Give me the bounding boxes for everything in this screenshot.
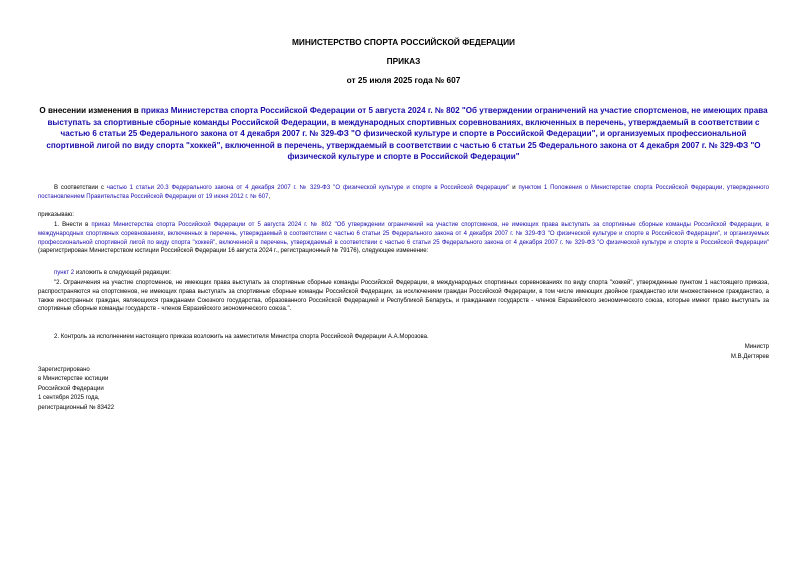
ministry-regulation-link[interactable]: пунктом 1 Положения о Министерстве спорта Российской Федерации, утвержденного постановлением Правительства Российской Федерации от 19 июня 2012 г. № 607 <box>38 185 769 200</box>
new-point-2-content: "2. Ограничения на участие спортсменов, не имеющих права выступать за спортивные сборные команды Российской Федерации, в международных спортивных соревнованиях по виду спорта "хоккей", утвержденные пунктом 1 настоящего приказа, распространяются на спортсменов, не имеющих права выступать за спортивные сборные команды Российской Федерации, за исключением граждан Российской Федерации, в том числе имеющих двойное гражданство или множественное гражданство, а также иностранных граждан, являющихся гражданами Союзного государства, образованного Российской Федерацией и Республикой Беларусь, и гражданами государств - членов Евразийского экономического союза, которые имеют право выступать за спортивные сборные команды государств - членов Евразийского экономического союза.". <box>38 280 769 313</box>
item-1-paragraph <box>38 221 769 256</box>
item-2-instruction <box>38 269 769 278</box>
order-keyword: приказываю: <box>38 212 74 218</box>
title-order-link[interactable]: приказ Министерства спорта Российской Федерации от 5 августа 2024 г. № 802 "Об утверждении ограничений на участие спортсменов, не имеющих права выступать за спортивные сборные команды Российской Федерации, в международных спортивных соревнованиях, включенных в перечень, утверждаемый в соответствии с частью 6 статьи 25 Федерального закона от 4 декабря 2007 г. № 329-ФЗ "О физической культуре и спорте в Российской Федерации", и организуемых профессиональной спортивной лигой по виду спорта "хоккей", включенной в перечень, утверждаемый в соответствии с частью 6 статьи 25 Федерального закона от 4 декабря 2007 г. № 329-ФЗ "О физической культуре и спорте в Российской Федерации" <box>46 106 768 162</box>
law-article-link[interactable]: частью 1 статьи 20.3 Федерального закона от 4 декабря 2007 г. № 329-ФЗ "О физической культуре и спорте в Российской Федерации" <box>106 185 510 191</box>
registration-line: в Министерстве юстиции <box>38 376 109 383</box>
point-2-link[interactable]: пункт 2 <box>54 270 75 276</box>
doc-date-heading: от 25 июля 2025 года № 607 <box>346 75 461 85</box>
item-1-text-a: 1. Внести в <box>54 222 92 228</box>
preamble-text-c: , <box>268 193 271 200</box>
registration-line: Российской Федерации <box>38 385 104 392</box>
signature-name: М.В.Дегтярев <box>730 354 769 360</box>
registration-line: Зарегистрировано <box>38 367 90 373</box>
preamble-paragraph <box>38 184 769 202</box>
doc-type-heading: ПРИКАЗ <box>386 56 421 66</box>
new-point-2-text <box>38 279 769 314</box>
title-prefix: О внесении изменения в <box>39 106 142 115</box>
registration-line: регистрационный № 83422 <box>38 404 115 411</box>
item-2-instruction-text: изложить в следующей редакции: <box>74 270 171 276</box>
preamble-text-a: В соответствии с <box>54 185 107 191</box>
order-title <box>38 105 769 163</box>
registration-line: 1 сентября 2025 года, <box>38 395 100 402</box>
preamble-text-b: и <box>509 185 519 191</box>
control-text: 2. Контроль за исполнением настоящего приказа возложить на заместителя Министра спорта Российской Федерации А.А.Морозова. <box>54 334 429 340</box>
amended-order-link[interactable]: приказ Министерства спорта Российской Федерации от 5 августа 2024 г. № 802 "Об утверждении ограничений на участие спортсменов, не имеющих права выступать за спортивные сборные команды Российской Федерации, в международных спортивных соревнованиях, включенных в перечень, утверждаемый в соответствии с частью 6 статьи 25 Федерального закона от 4 декабря 2007 г. № 329-ФЗ "О физической культуре и спорте в Российской Федерации", и организуемых профессиональной спортивной лигой по виду спорта "хоккей", включенной в перечень, утверждаемый в соответствии с частью 6 статьи 25 Федерального закона от 4 декабря 2007 г. № 329-ФЗ "О физической культуре и спорте в Российской Федерации" <box>38 222 769 246</box>
registration-block <box>38 366 338 413</box>
control-paragraph <box>38 333 769 342</box>
ministry-heading: МИНИСТЕРСТВО СПОРТА РОССИЙСКОЙ ФЕДЕРАЦИИ <box>291 37 516 47</box>
signature-position: Министр <box>744 344 769 350</box>
item-1-text-b: (зарегистрирован Министерством юстиции Российской Федерации 16 августа 2024 г., регистрационный № 79176), следующее изменение: <box>38 248 429 255</box>
